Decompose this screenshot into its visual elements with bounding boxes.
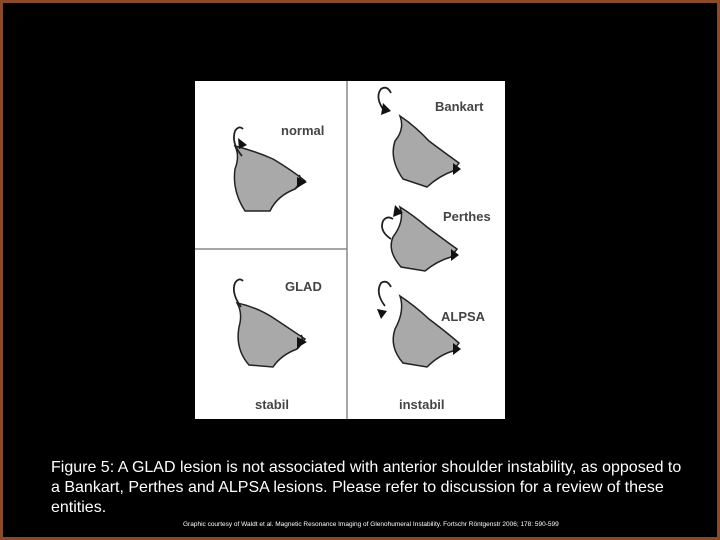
- label-bankart: Bankart: [435, 99, 484, 114]
- label-alpsa: ALPSA: [441, 309, 486, 324]
- label-stabil: stabil: [255, 397, 289, 412]
- figure-credit: Graphic courtesy of Waldt et al. Magnetic Resonance Imaging of Glenohumeral Instability. Fortschr Röntgenstr 2006; 178: 590-599: [183, 521, 559, 528]
- shoulder-lesion-diagram: [195, 81, 505, 419]
- label-glad: GLAD: [285, 279, 322, 294]
- label-normal: normal: [281, 123, 325, 138]
- diagram-graphic: [195, 81, 505, 419]
- glenoid-normal: [234, 127, 307, 211]
- glenoid-alpsa: [377, 282, 461, 367]
- label-instabil: instabil: [399, 397, 445, 412]
- figure-caption: Figure 5: A GLAD lesion is not associated with anterior shoulder instability, as opposed to a Bankart, Perthes and ALPSA lesions. Please refer to discussion for a review of these entities.: [51, 459, 682, 516]
- label-perthes: Perthes: [443, 209, 491, 224]
